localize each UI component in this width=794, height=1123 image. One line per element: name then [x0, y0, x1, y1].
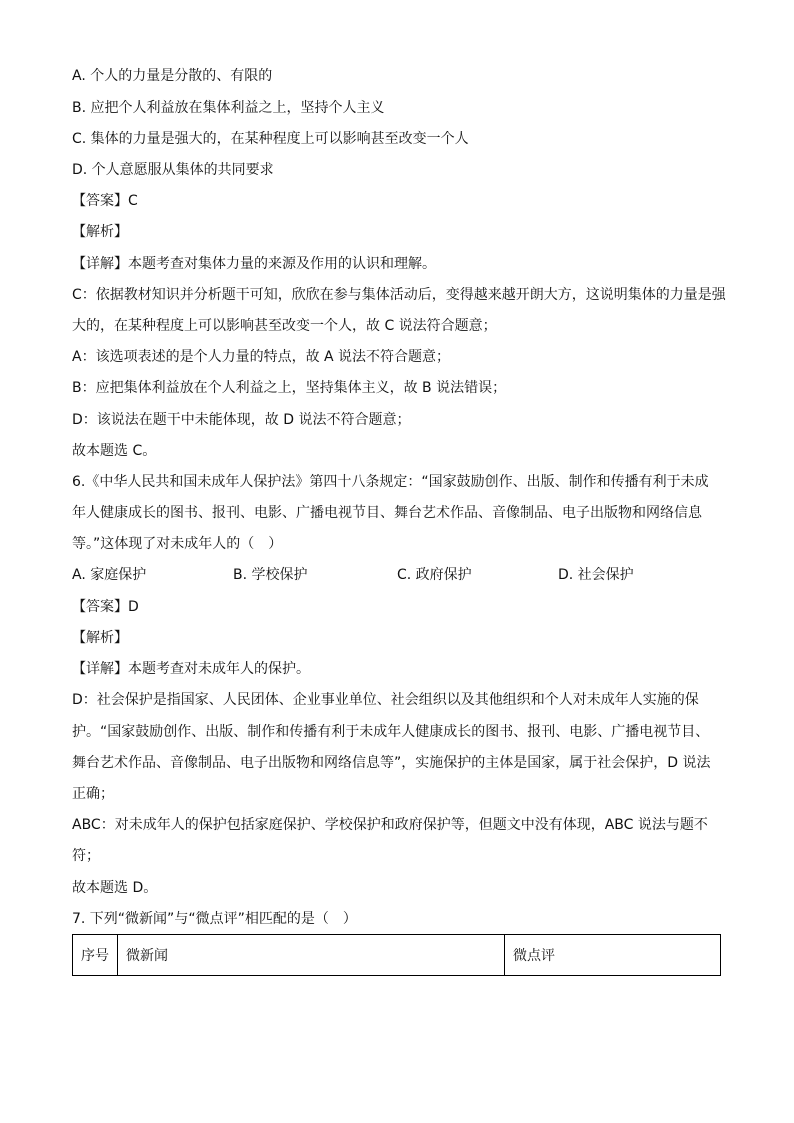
q6-detail-d-line4: 正确；	[72, 786, 114, 802]
col-header-news: 微新闻	[118, 935, 505, 976]
q6-option-d: D. 社会保护	[558, 567, 634, 583]
q6-detail: 【详解】本题考查对未成年人的保护。	[72, 661, 310, 677]
table-header-row	[73, 935, 721, 976]
q6-option-b: B. 学校保护	[233, 567, 308, 583]
q6-detail-abc-line1: ABC：对未成年人的保护包括家庭保护、学校保护和政府保护等，但题文中没有体现，ABC 说法与题不	[72, 817, 708, 833]
q7-table	[72, 934, 721, 976]
q6-detail-abc-line2: 符；	[72, 848, 100, 864]
q6-conclusion: 故本题选 D。	[72, 880, 158, 896]
q5-detail-c-line2: 大的，在某种程度上可以影响甚至改变一个人，故 C 说法符合题意；	[72, 318, 497, 334]
q5-detail: 【详解】本题考查对集体力量的来源及作用的认识和理解。	[72, 256, 436, 272]
q5-conclusion: 故本题选 C。	[72, 443, 157, 459]
q5-option-c: C. 集体的力量是强大的，在某种程度上可以影响甚至改变一个人	[72, 131, 469, 147]
q6-stem-line3: 等。”这体现了对未成年人的（ ）	[72, 536, 283, 552]
q6-option-a: A. 家庭保护	[72, 567, 147, 583]
q6-detail-d-line1: D：社会保护是指国家、人民团体、企业事业单位、社会组织以及其他组织和个人对未成年人实施的保	[72, 692, 699, 708]
col-header-number: 序号	[73, 935, 118, 976]
q6-stem-line2: 年人健康成长的图书、报刊、电影、广播电视节目、舞台艺术作品、音像制品、电子出版物和网络信息	[72, 505, 702, 521]
q6-option-c: C. 政府保护	[397, 567, 472, 583]
q5-detail-c-line1: C：依据教材知识并分析题干可知，欣欣在参与集体活动后，变得越来越开朗大方，这说明集体的力量是强	[72, 287, 726, 303]
q5-option-a: A. 个人的力量是分散的、有限的	[72, 68, 273, 84]
q5-detail-b: B：应把集体利益放在个人利益之上，坚持集体主义，故 B 说法错误；	[72, 380, 507, 396]
q6-stem-line1: 6.《中华人民共和国未成年人保护法》第四十八条规定：“国家鼓励创作、出版、制作和传播有利于未成	[72, 474, 709, 490]
q7-stem: 7. 下列“微新闻”与“微点评”相匹配的是（ ）	[72, 911, 357, 927]
q6-answer: 【答案】D	[72, 599, 139, 615]
q6-options	[72, 565, 722, 585]
q5-analysis-heading: 【解析】	[72, 224, 128, 240]
q5-answer: 【答案】C	[72, 193, 138, 209]
q5-option-b: B. 应把个人利益放在集体利益之上，坚持个人主义	[72, 100, 385, 116]
col-header-comment: 微点评	[505, 935, 721, 976]
q6-detail-d-line2: 护。“国家鼓励创作、出版、制作和传播有利于未成年人健康成长的图书、报刊、电影、广播电视节目、	[72, 724, 710, 740]
q5-detail-d: D：该说法在题干中未能体现，故 D 说法不符合题意；	[72, 412, 411, 428]
q5-detail-a: A：该选项表述的是个人力量的特点，故 A 说法不符合题意；	[72, 349, 451, 365]
q6-analysis-heading: 【解析】	[72, 630, 128, 646]
q5-option-d: D. 个人意愿服从集体的共同要求	[72, 162, 274, 178]
q6-detail-d-line3: 舞台艺术作品、音像制品、电子出版物和网络信息等”，实施保护的主体是国家，属于社会保护，D 说法	[72, 755, 711, 771]
